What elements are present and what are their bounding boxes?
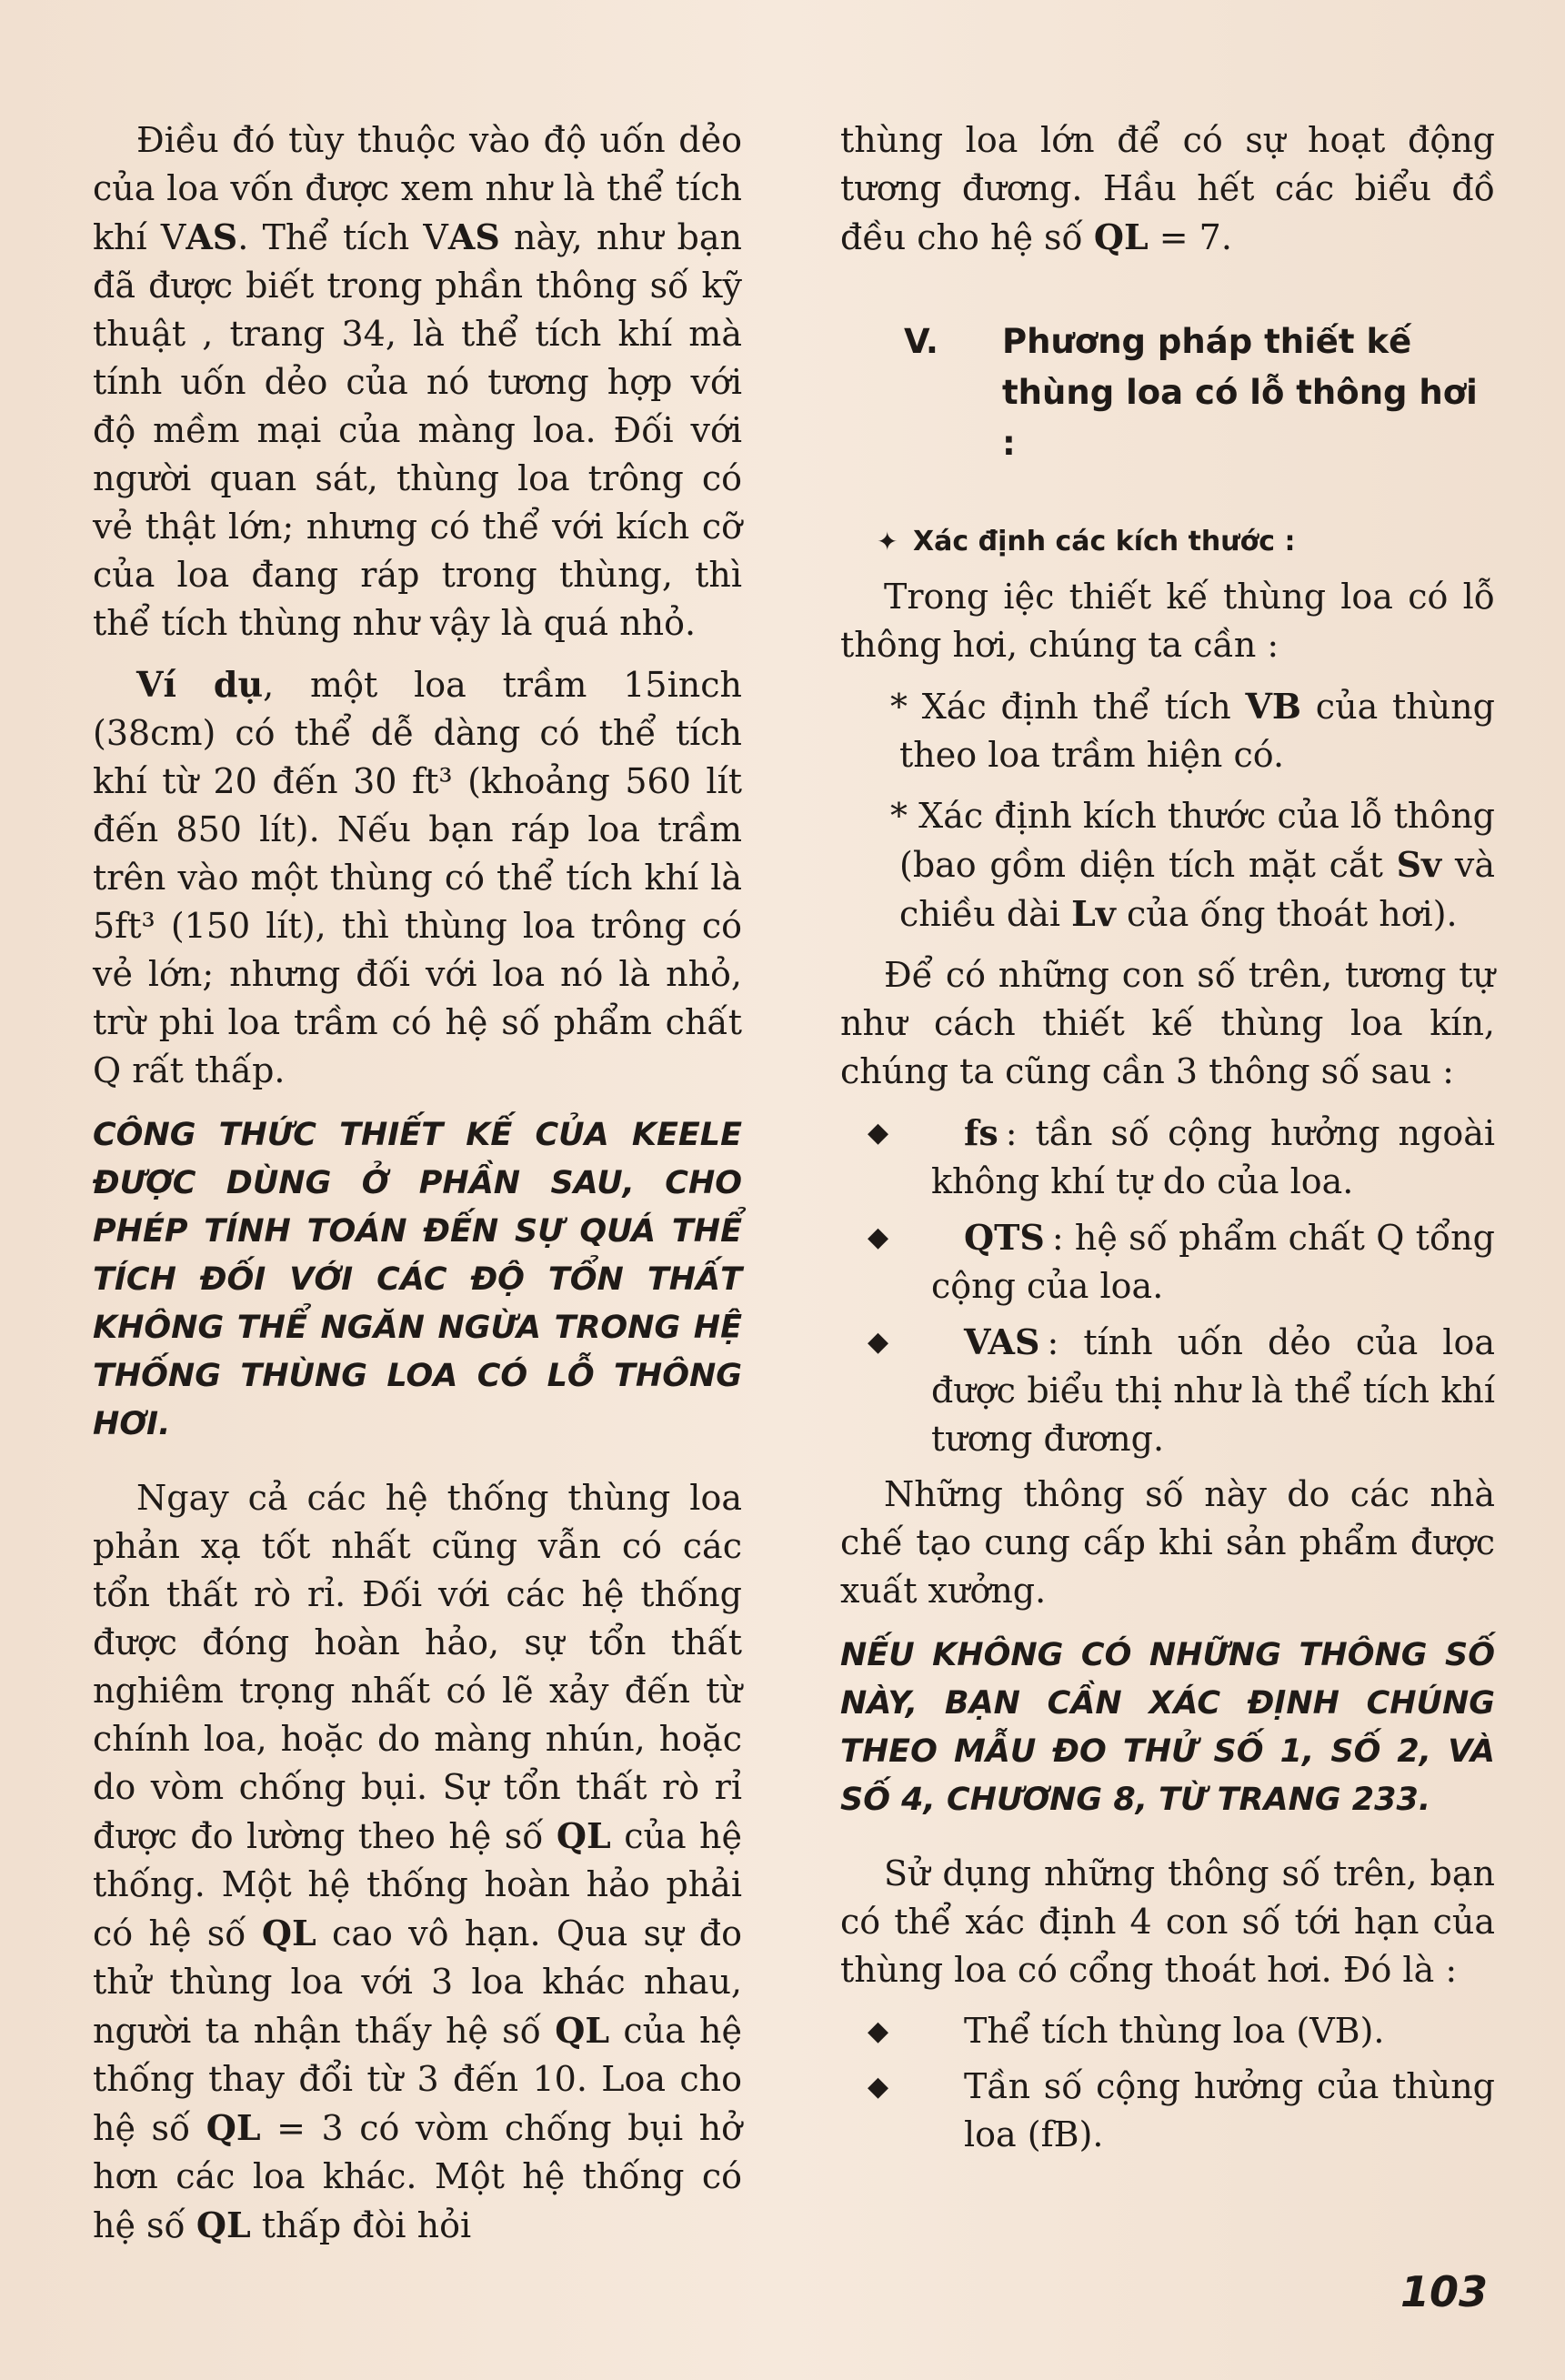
paragraph-continued (840, 116, 1495, 262)
text: = 7. (1148, 217, 1232, 257)
param-term: VAS (964, 1321, 1040, 1362)
keele-formula-note: CÔNG THỨC THIẾT KẾ CỦA KEELE ĐƯỢC DÙNG Ở PHẦN SAU, CHO PHÉP TÍNH TOÁN ĐẾN SỰ QUÁ THỂ TÍCH ĐỐI VỚI CÁC ĐỘ TỔN THẤT KHÔNG THỂ NGĂN NGỪA TRONG HỆ THỐNG THÙNG LOA CÓ LỖ THÔNG HƠI. (93, 1117, 742, 1442)
text: * Xác định thể tích (890, 687, 1246, 727)
text: , một loa trầm 15inch (38cm) có thể dễ dàng có thể tích khí từ 20 đến 30 ft³ (khoảng 560 lít đến 850 lít). Nếu bạn ráp loa trầm trên vào một thùng có thể tích khí là 5ft³ (150 lít), thì thùng loa trông có vẻ lớn; nhưng đối với loa nó là nhỏ, trừ phi loa trầm có hệ số phẩm chất Q rất thấp. (93, 665, 742, 1090)
sub-heading (877, 522, 1495, 562)
param-term: fs (964, 1112, 998, 1153)
list-item (840, 1109, 1495, 1206)
measurement-note: NẾU KHÔNG CÓ NHỮNG THÔNG SỐ NÀY, BẠN CẦN XÁC ĐỊNH CHÚNG THEO MẪU ĐO THỬ SỐ 1, SỐ 2, VÀ SỐ 4, CHƯƠNG 8, TỪ TRANG 233. (840, 1637, 1495, 1818)
paragraph-leakage-losses (93, 1474, 742, 2250)
text: và chiều dài (899, 845, 1495, 934)
vas-symbol: AS (186, 216, 238, 257)
text: của hệ thống thay đổi từ 3 đến 10. Loa cho hệ số (93, 2011, 743, 2148)
vb-symbol: VB (1245, 686, 1302, 727)
ql-symbol: QL (196, 2204, 251, 2245)
page-number: 103 (1400, 2267, 1489, 2316)
list-item (840, 1318, 1495, 1463)
ql-symbol: QL (261, 1913, 316, 1953)
diamond-bullet-icon: ◆ (868, 1221, 889, 1253)
diamond-bullet-icon: ✦ (877, 527, 898, 557)
diamond-bullet-icon: ◆ (868, 1117, 889, 1149)
text: * Xác định kích thước của lỗ thông (bao gồm diện tích mặt cắt (890, 796, 1495, 885)
sv-symbol: Sv (1396, 844, 1442, 885)
paragraph-example (93, 660, 742, 1095)
left-column (93, 116, 742, 2263)
lv-symbol: Lv (1071, 893, 1116, 934)
text: của ống thoát hơi). (1115, 894, 1458, 934)
text: của hệ thống. Một hệ thống hoàn hảo phải có hệ số (93, 1816, 742, 1953)
paragraph-three-params: Để có những con số trên, tương tự như cách thiết kế thùng loa kín, chúng ta cũng cần 3 thông số sau : (840, 955, 1495, 1091)
requirement-volume (840, 682, 1495, 779)
text: thùng loa lớn để có sự hoạt động tương đương. Hầu hết các biểu đồ đều cho hệ số (840, 120, 1495, 257)
section-title: Phương pháp thiết kế thùng loa có lỗ thông hơi : (1002, 322, 1478, 463)
example-label: Ví dụ (136, 664, 264, 705)
param-desc: : tần số cộng hưởng ngoài không khí tự do của loa. (931, 1113, 1495, 1201)
param-term: QTS (964, 1217, 1045, 1258)
ql-symbol: QL (555, 2010, 610, 2051)
text: Ngay cả các hệ thống thùng loa phản xạ tốt nhất cũng vẫn có các tổn thất rò rỉ. Đối với các hệ thống được đóng hoàn hảo, sự tổn thất nghiêm trọng nhất có lẽ xảy đến từ chính loa, hoặc do màng nhún, hoặc do vòm chống bụi. Sự tổn thất rò rỉ được đo lường theo hệ số (93, 1478, 742, 1856)
text: này, như bạn đã được biết trong phần thông số kỹ thuật , trang 34, là thể tích khí mà tính uốn dẻo của nó tương hợp với độ mềm mại của màng loa. Đối với người quan sát, thùng loa trông có vẻ thật lớn; nhưng có thể với kích cỡ của loa đang ráp trong thùng, thì thể tích thùng như vậy là quá nhỏ. (93, 217, 742, 643)
param-desc: : hệ số phẩm chất Q tổng cộng của loa. (931, 1218, 1495, 1306)
paragraph-limits-intro: Sử dụng những thông số trên, bạn có thể xác định 4 con số tới hạn của thùng loa có cổng thoát hơi. Đó là : (840, 1853, 1495, 1990)
diamond-bullet-icon: ◆ (868, 1326, 889, 1358)
limit-text: Thể tích thùng loa (VB). (964, 2011, 1385, 2051)
sub-heading-text: Xác định các kích thước : (913, 526, 1296, 557)
diamond-bullet-icon: ◆ (868, 2015, 889, 2047)
ql-symbol: QL (556, 1815, 611, 1856)
param-desc: : tính uốn dẻo của loa được biểu thị như là thể tích khí tương đương. (931, 1322, 1495, 1459)
list-item (840, 1213, 1495, 1311)
parameter-list (840, 1109, 1495, 1463)
ql-symbol: QL (1093, 216, 1149, 257)
text: = 3 có vòm chống bụi hở hơn các loa khác. Một hệ thống có hệ số (93, 2108, 742, 2245)
limit-text: Tần số cộng hưởng của thùng loa (fB). (964, 2066, 1495, 2154)
list-item (840, 2007, 1495, 2055)
vas-symbol: AS (447, 216, 500, 257)
section-number: V. (904, 322, 938, 361)
diamond-bullet-icon: ◆ (868, 2071, 889, 2103)
ql-symbol: QL (206, 2107, 261, 2148)
text: cao vô hạn. Qua sự đo thử thùng loa với 3 loa khác nhau, người ta nhận thấy hệ số (93, 1913, 743, 2051)
paragraph-design-intro: Trong iệc thiết kế thùng loa có lỗ thông hơi, chúng ta cần : (840, 577, 1495, 665)
text: . Thể tích V (237, 217, 448, 257)
text: thấp đòi hỏi (250, 2205, 472, 2245)
requirement-port-size (840, 792, 1495, 939)
text: Điều đó tùy thuộc vào độ uốn dẻo của loa vốn được xem như là thể tích khí V (93, 120, 742, 257)
paragraph-manufacturer: Những thông số này do các nhà chế tạo cung cấp khi sản phẩm được xuất xưởng. (840, 1474, 1495, 1611)
list-item (840, 2063, 1495, 2159)
limits-list (840, 2007, 1495, 2159)
text: của thùng theo loa trầm hiện có. (899, 687, 1495, 775)
paragraph-vas-explanation (93, 116, 742, 648)
section-heading (840, 316, 1495, 469)
right-column (840, 116, 1495, 2166)
